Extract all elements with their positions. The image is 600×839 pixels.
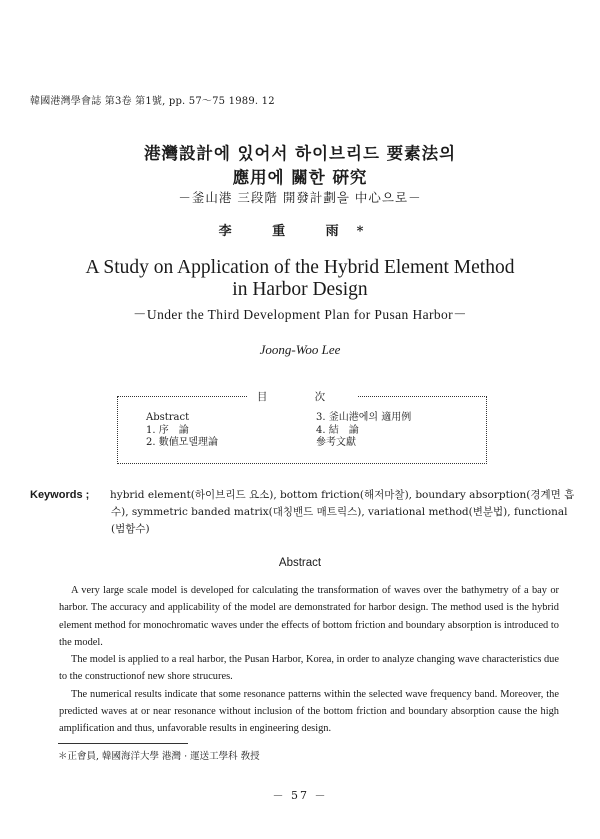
toc-item: 參考文獻 — [316, 437, 356, 448]
toc-item: 3. 釜山港에의 適用例 — [316, 412, 412, 423]
toc-item: 1. 序 論 — [146, 424, 189, 436]
toc-item: 4. 結 論 — [316, 424, 359, 436]
abstract-heading: Abstract — [278, 557, 322, 569]
toc-heading: 目 次 — [247, 391, 357, 403]
abstract-paragraph: The numerical results indicate that some resonance patterns within the selected wave frequency band. Moreover, the predicted waves at or near resonance without inclusion of the bottom friction and boundary absorption cause the high amplification and thus, unfavorable results in engineering design. — [59, 688, 559, 735]
english-title-line-1: A Study on Application of the Hybrid Element Method — [85, 257, 515, 278]
abstract-body — [59, 582, 559, 738]
english-author: Joong-Woo Lee — [259, 342, 341, 357]
keywords-block — [30, 487, 575, 538]
page-number: － 57 － — [272, 789, 328, 802]
toc-left-column — [146, 412, 218, 450]
korean-author: 李 重 雨* — [218, 224, 382, 239]
english-title-line-2: in Harbor Design — [232, 279, 368, 300]
author-footnote: ＊正會員, 韓國海洋大學 港灣 · 運送工學科 敎授 — [58, 751, 260, 762]
keywords-line-2: 수), symmetric banded matrix(대칭밴드 매트릭스), variational method(변분법), functional — [111, 506, 568, 518]
keywords-label: Keywords ; — [30, 489, 90, 501]
toc-right-column — [316, 412, 411, 450]
english-subtitle: －Under the Third Development Plan for Pusan Harbor－ — [133, 307, 467, 322]
korean-title-line-1: 港灣設計에 있어서 하이브리드 要素法의 — [143, 144, 457, 163]
toc-item: Abstract — [146, 412, 190, 423]
footnote-divider — [58, 743, 188, 744]
abstract-paragraph: The model is applied to a real harbor, the Pusan Harbor, Korea, in order to analyze changing wave characteristics due to the constructionof new shore strucures. — [59, 654, 559, 683]
table-of-contents — [117, 391, 487, 464]
abstract-paragraph: A very large scale model is developed for calculating the transformation of waves over the bathymetry of a bay or harbor. The accuracy and applicability of the model are demonstrated for harbor design. The method used is the hybrid element method for monochromatic waves under the effects of bottom friction and boundary absorption is introduced to the model. — [59, 585, 559, 648]
toc-item: 2. 數値모델理論 — [146, 437, 219, 448]
keywords-line-3: (범함수) — [111, 523, 150, 535]
korean-subtitle: －釜山港 三段階 開發計劃을 中心으로－ — [178, 190, 422, 205]
keywords-line-1: hybrid element(하이브리드 요소), bottom friction(해저마찰), boundary absorption(경계면 흡 — [110, 489, 575, 501]
journal-citation: 韓國港灣學會誌 第3卷 第1號, pp. 57～75 1989. 12 — [30, 96, 275, 107]
korean-title-line-2: 應用에 關한 硏究 — [232, 168, 368, 187]
